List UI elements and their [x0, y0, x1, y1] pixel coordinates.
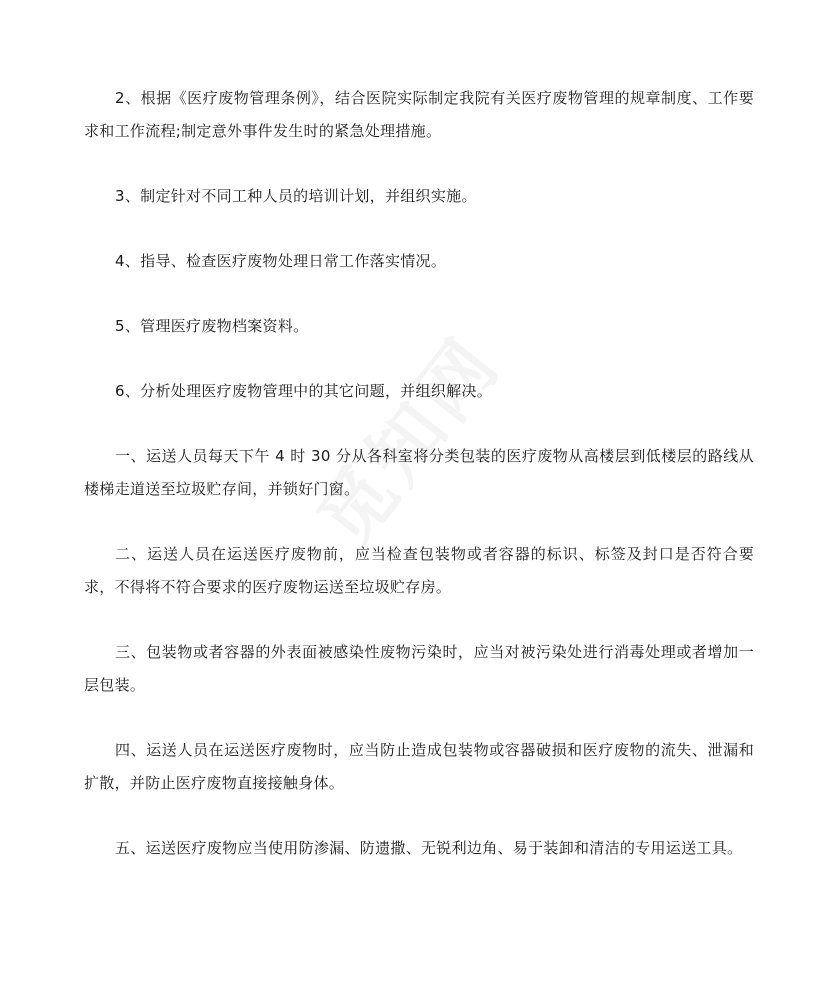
- transport-rule-4: 四、运送人员在运送医疗废物时，应当防止造成包装物或容器破损和医疗废物的流失、泄漏和扩散，并防止医疗废物直接接触身体。: [84, 741, 754, 792]
- transport-rule-2: 二、运送人员在运送医疗废物前，应当检查包装物或者容器的标识、标签及封口是否符合要求，不得将不符合要求的医疗废物运送至垃圾贮存房。: [84, 545, 754, 596]
- paragraph-item-6: 6、分析处理医疗废物管理中的其它问题，并组织解决。: [115, 382, 493, 400]
- transport-rule-1: 一、运送人员每天下午 4 时 30 分从各科室将分类包装的医疗废物从高楼层到低楼层的路线从楼梯走道送至垃圾贮存间，并锁好门窗。: [84, 447, 754, 498]
- transport-rule-3: 三、包装物或者容器的外表面被感染性废物污染时，应当对被污染处进行消毒处理或者增加一层包装。: [84, 643, 754, 694]
- paragraph-item-3: 3、制定针对不同工种人员的培训计划，并组织实施。: [115, 187, 477, 205]
- paragraph-item-2: 2、根据《医疗废物管理条例》，结合医院实际制定我院有关医疗废物管理的规章制度、工作要求和工作流程;制定意外事件发生时的紧急处理措施。: [84, 89, 754, 140]
- document-body: [84, 82, 754, 897]
- transport-rule-5: 五、运送医疗废物应当使用防渗漏、防遗撒、无锐利边角、易于装卸和清洁的专用运送工具。: [115, 839, 743, 857]
- paragraph-item-4: 4、指导、检查医疗废物处理日常工作落实情况。: [115, 252, 447, 270]
- paragraph-item-5: 5、管理医疗废物档案资料。: [115, 317, 309, 335]
